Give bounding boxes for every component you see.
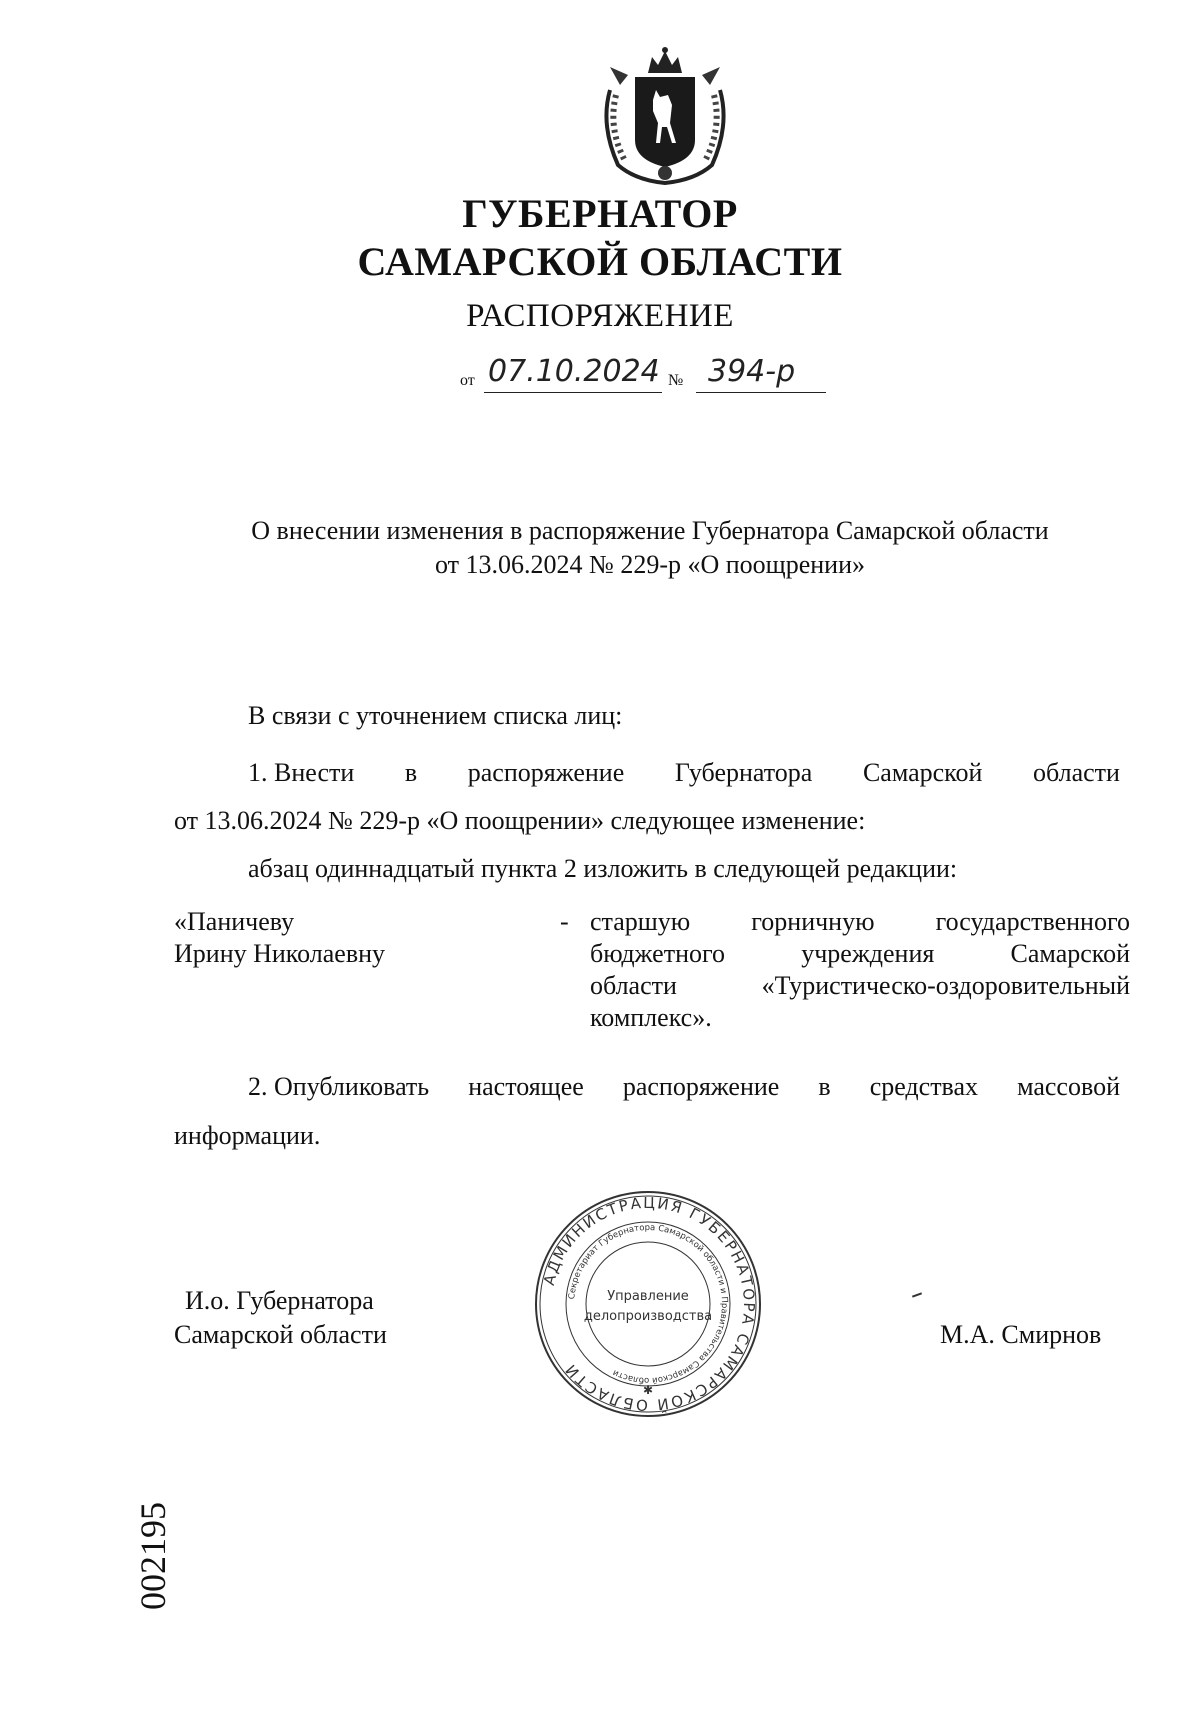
item-2-word: в: [818, 1072, 831, 1101]
item-1-continuation: от 13.06.2024 № 229-р «О поощрении» следующее изменение:: [174, 806, 866, 835]
coat-of-arms-emblem: [590, 45, 740, 185]
item-2-continuation: информации.: [174, 1121, 321, 1150]
title-line-2: САМАРСКОЙ ОБЛАСТИ: [357, 239, 843, 284]
item-2-word: 2. Опубликовать: [248, 1072, 430, 1101]
date-underline: [484, 392, 662, 393]
position-word: бюджетного: [590, 939, 726, 968]
stamp-outer-text: АДМИНИСТРАЦИЯ ГУБЕРНАТОРА САМАРСКОЙ ОБЛАСТИ: [539, 1193, 759, 1415]
date-number-line: [460, 356, 860, 406]
item-1-word: области: [1033, 758, 1120, 787]
stamp-center-line-1: Управление: [607, 1289, 689, 1304]
position-word: государственного: [935, 907, 1130, 936]
stamp-inner-text: Секретариат Губернатора Самарской области и Правительства Самарской области: [567, 1222, 730, 1386]
item-1-first-line: [248, 756, 1120, 790]
subject-line-1: О внесении изменения в распоряжение Губернатора Самарской области: [251, 516, 1049, 545]
item-2-first-line: [248, 1070, 1120, 1104]
position-word: старшую: [590, 907, 691, 936]
item-1-word: Самарской: [862, 758, 983, 787]
date-value: 07.10.2024: [488, 354, 660, 389]
number-value: 394-р: [708, 354, 796, 389]
list-dash: -: [560, 907, 569, 936]
item-1-word: распоряжение: [467, 758, 625, 787]
number-underline: [696, 392, 826, 393]
item-2-word: средствах: [869, 1072, 979, 1101]
stamp-center-line-2: делопроизводства: [583, 1309, 713, 1324]
item-2-word: настоящее: [468, 1072, 584, 1101]
signatory-role-line-1: И.о. Губернатора: [185, 1286, 374, 1315]
serial-number: 002195: [133, 1502, 173, 1610]
item-2-word: массовой: [1017, 1072, 1120, 1101]
number-prefix: №: [668, 372, 684, 389]
stamp-star-icon: ✱: [642, 1383, 654, 1397]
title-line-1: ГУБЕРНАТОР: [462, 191, 738, 236]
document-type: РАСПОРЯЖЕНИЕ: [466, 298, 734, 334]
position-line-1: [590, 905, 1130, 939]
subject-line-2: от 13.06.2024 № 229-р «О поощрении»: [435, 550, 865, 579]
date-prefix: от: [460, 372, 475, 389]
signatory-name: М.А. Смирнов: [940, 1320, 1102, 1349]
paragraph-instruction: абзац одиннадцатый пункта 2 изложить в следующей редакции:: [248, 854, 958, 883]
official-stamp: [532, 1188, 764, 1420]
position-word: горничную: [751, 907, 875, 936]
signature-mark: [912, 1292, 922, 1297]
position-line-3: [590, 969, 1130, 1003]
item-1-word: 1. Внести: [248, 758, 355, 787]
signatory-role-line-2: Самарской области: [174, 1320, 387, 1349]
position-word: области: [590, 971, 677, 1000]
position-line-4: комплекс».: [590, 1003, 712, 1032]
position-word: Самарской: [1010, 939, 1130, 968]
item-2-word: распоряжение: [622, 1072, 780, 1101]
position-line-2: [590, 937, 1130, 971]
position-word: «Туристическо-оздоровительный: [761, 971, 1130, 1000]
person-name-line-2: Ирину Николаевну: [174, 939, 386, 968]
intro-text: В связи с уточнением списка лиц:: [248, 701, 623, 730]
person-name-line-1: «Паничеву: [174, 907, 295, 936]
item-1-word: Губернатора: [674, 758, 813, 787]
position-word: учреждения: [801, 939, 935, 968]
item-1-word: в: [404, 758, 418, 787]
